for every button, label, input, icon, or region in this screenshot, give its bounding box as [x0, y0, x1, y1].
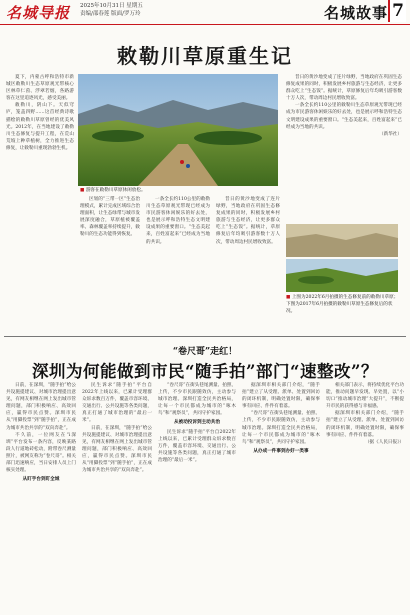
story2-byline: （据《人民日报》）	[364, 439, 404, 445]
story2-subhead: 从被动投诉到主动共治	[174, 420, 220, 426]
story2-paragraph: 日前，在深圳，“随手拍”给公共设施提建议、对城市治理提出意见，有网友相继在网上发出城市管理问题，部门积极响应、高效回应，赢得市民点赞。深圳市民从“用脚投票”到“随手拍”，正在成为城市共治共享的“双向奔赴”。	[82, 425, 152, 474]
story1-comparison-photos	[286, 224, 398, 292]
story1-paragraph: 昔日的黄沙地变成了连片绿野，当地政府在巩固生态修复成果的同时，积极发展乡村旅游与生态经济，让更多群众吃上“生态饭”。据统计，草原修复后年均吸引游客数十万人次，带动周边村民增收致富。	[286, 75, 402, 102]
story2-paragraph: 民生诉求“随手拍”平台自2022年上线以来，已累计受理群众诉求数百万件，覆盖市容环境、交通出行、公共设施等各类问题，真正打通了城市治理的“最后一米”。	[158, 429, 236, 463]
story2-headline: 深圳为何能做到市民“随手拍”部门“速整改”？	[32, 362, 378, 381]
story2-paragraph: 据深圳市相关部门介绍，“随手拍”建立了从受理、派单、处置到回访的闭环机制，明确处置时限，确保事事有回应、件件有着落。	[326, 411, 404, 438]
story1-photo-caption	[80, 187, 260, 193]
story1-right-caption-text: 上图为2022年6月拍摄的生态修复前的敕勒川草原；下图为2017年6月拍摄的敕勒川草原生态修复后的状况。	[286, 295, 399, 314]
story2-column-2	[82, 382, 152, 610]
story2-paragraph: 相关部门表示，将持续优化平台功能，推动问题早发现、早处置，以“小切口”推动城市治理“大提升”，不断提升市民的获得感与幸福感。	[326, 383, 404, 410]
story2-subhead: 从办成一件事到办好一类事	[253, 448, 309, 454]
masthead: 名城导报	[6, 4, 71, 22]
editor-line: 责编/邵春莲 版面/罗万玲	[80, 11, 141, 17]
story1-paragraph: 夏下，内蒙古呼和浩特市新城区敕勒川生态草原观光带核心区林草仁茵、浮翠若烟，各路游客在这里追逐风光，感受美丽。	[6, 75, 74, 102]
story2-paragraph: 日前，在深圳，“随手拍”给公共设施提建议、对城市治理提出意见，有网友相继在网上发出城市管理问题，部门积极响应、高效回应，赢得市民点赞。深圳市民从“用脚投票”到“随手拍”，正在成为城市共治共享的“双向奔赴”。	[6, 383, 76, 431]
story1-main-photo	[78, 74, 278, 186]
story1-paragraph: 敕勒川，阴山下。天似穹庐，笼盖四野……这首经典诗歌描绘的敕勒川草原曾经的优美风光。2012年，在当地建设了敕勒川生态修复与提升工程，在荒山荒坡上种草植树，全力推进生态修复，让敕勒川重现勃勃生机。	[6, 103, 74, 151]
caption-marker-icon: ■	[80, 188, 85, 193]
story2-kicker: “卷尺哥”走红！	[172, 347, 238, 357]
story2-column-3	[158, 382, 236, 610]
story2-paragraph: 民生诉求“随手拍”平台自2022年上线以来，已累计受理群众诉求数百万件，覆盖市容环境、交通出行、公共设施等各类问题，真正打通了城市治理的“最后一米”。	[82, 383, 152, 424]
story1-paragraph: 一条全长约110公里的敕勒川生态草原观光带现已经成为市民游客休闲娱乐的好去处，也是展示呼和浩特生态文明建设成果的重要窗口。“生态美起来，百姓富起来”已经成为当地的共识。	[146, 197, 210, 245]
section-title: 名城故事	[323, 4, 388, 22]
date-info	[80, 2, 220, 18]
date-line: 2025年10月31日 星期五	[80, 3, 143, 9]
story1-photo-caption-text: 游客在敕勒川草原休闲放松。	[85, 188, 146, 193]
story2-paragraph: 据深圳市相关部门介绍，“随手拍”建立了从受理、派单、处置到回访的闭环机制，明确处置时限，确保事事有回应、件件有着落。	[242, 383, 320, 410]
story2-column-1	[6, 382, 76, 610]
grassland-photo-image	[78, 74, 278, 186]
page-header	[0, 0, 410, 25]
story2-subhead: 从盯手台到盯全城	[22, 477, 60, 483]
story1-column-5	[286, 74, 402, 220]
story1-paragraph: 一条全长约110公里的敕勒川生态草原观光带现已经成为市民游客休闲娱乐的好去处，也是展示呼和浩特生态文明建设成果的重要窗口。“生态美起来，百姓富起来”已经成为当地的共识。	[286, 103, 402, 130]
story1-headline: 敕勒川草原重生记	[117, 44, 293, 68]
story1-column-1	[6, 74, 74, 332]
story2-column-4	[242, 382, 320, 610]
story1-paragraph: 区划的“三带一区”生态治理模式，累计完成区域综合治理面积，让生态绿带与城市发展深度融合，草原植被覆盖率、森林覆盖率持续提升，敕勒川的生态功能得到恢复。	[80, 197, 140, 238]
story1-column-4	[216, 196, 280, 332]
story2-column-5	[326, 382, 404, 610]
story2-paragraph: 不久前，一位网友在“i深圳”平台发布一条内容，反映某路段人行道地砖松动，附带卷尺测量照片，被网友称为“卷尺哥”。相关部门迅速响应，当日安排人员上门核实处理。	[6, 432, 76, 474]
caption-marker-icon: ■	[286, 295, 291, 300]
story1-byline: （新华社）	[379, 131, 402, 137]
story1-column-2	[80, 196, 140, 332]
story1-right-caption	[286, 294, 400, 315]
story1-paragraph: 昔日的黄沙地变成了连片绿野，当地政府在巩固生态修复成果的同时，积极发展乡村旅游与生态经济，让更多群众吃上“生态饭”。据统计，草原修复后年均吸引游客数十万人次，带动周边村民增收致富。	[216, 197, 280, 245]
story-divider	[4, 336, 406, 337]
story2-paragraph: “卷尺哥”在街头巷尾测量、拍照、上传，不少市民跟随效仿，主动参与城市治理。深圳打造全民共治格局，让每一个市民都成为城市的“啄木鸟”和“观察员”，共同守护家园。	[158, 383, 236, 417]
story1-column-3	[146, 196, 210, 332]
story2-paragraph: “卷尺哥”在街头巷尾测量、拍照、上传，不少市民跟随效仿，主动参与城市治理。深圳打造全民共治格局，让每一个市民都成为城市的“啄木鸟”和“观察员”，共同守护家园。	[242, 411, 320, 445]
comparison-photo-image	[286, 224, 398, 292]
page-number: 7	[388, 0, 406, 22]
